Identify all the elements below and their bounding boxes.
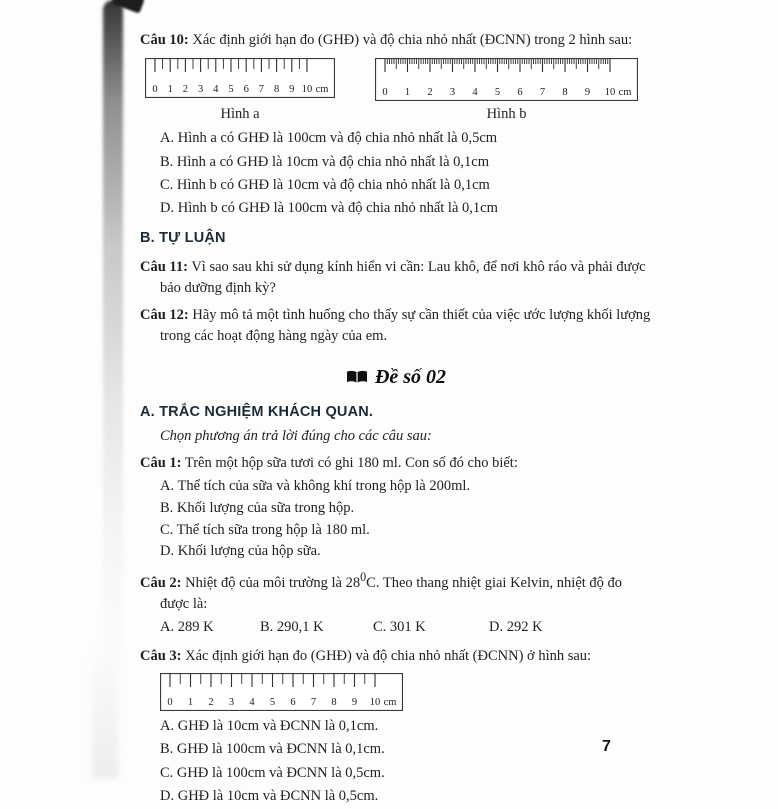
question-11: [140, 257, 652, 299]
answer-option: C. GHĐ là 100cm và ĐCNN là 0,5cm.: [160, 764, 385, 781]
svg-text:10: 10: [301, 84, 313, 96]
svg-text:10: 10: [369, 696, 381, 708]
answer-option: A. 289 K: [160, 618, 214, 635]
question-2: [140, 569, 652, 615]
question-12-label: Câu 12:: [140, 307, 189, 324]
svg-text:5: 5: [269, 696, 276, 708]
svg-text:5: 5: [228, 84, 234, 96]
exam-title: [140, 363, 652, 394]
svg-text:3: 3: [228, 696, 235, 708]
question-12: [140, 305, 652, 347]
figure-captions: [145, 104, 652, 125]
answer-option: C. 301 K: [373, 618, 426, 635]
question-2-text: Nhiệt độ của môi trường là $28^0C$. Theo thang nhiệt giai Kelvin, nhiệt độ đo được là:: [160, 570, 623, 612]
instruction-text: Chọn phương án trả lời đúng cho các câu sau:: [160, 428, 432, 445]
svg-text:5: 5: [494, 87, 501, 99]
open-book-icon: [346, 365, 368, 394]
question-3-options: [140, 715, 652, 809]
svg-text:3: 3: [449, 87, 456, 99]
question-10: [140, 30, 652, 51]
svg-text:2: 2: [427, 87, 433, 99]
question-10-text: Xác định giới hạn đo (GHĐ) và độ chia nhỏ nhất (ĐCNN) trong 2 hình sau:: [192, 32, 633, 48]
section-b-heading: B. TỰ LUẬN: [140, 229, 226, 246]
answer-option: C. Hình b có GHĐ là 10cm và độ chia nhỏ nhất là 0,1cm: [160, 177, 490, 193]
svg-text:2: 2: [182, 84, 189, 96]
question-1-text: Trên một hộp sữa tươi có ghi 180 ml. Con số đó cho biết:: [184, 455, 518, 472]
svg-text:6: 6: [243, 84, 249, 96]
svg-text:1: 1: [404, 87, 411, 99]
question-11-label: Câu 11:: [140, 258, 188, 275]
figure-a-caption: Hình a: [220, 106, 260, 123]
answer-option: A. GHĐ là 10cm và ĐCNN là 0,1cm.: [160, 717, 379, 734]
book-spine-haze: [92, 640, 118, 778]
answer-option: D. 292 K: [489, 618, 543, 635]
ruler-figure-q3: [160, 673, 403, 711]
superscript-degree: 0: [360, 570, 367, 585]
question-3-text: Xác định giới hạn đo (GHĐ) và độ chia nhỏ nhất (ĐCNN) ở hình sau:: [185, 647, 592, 664]
svg-text:3: 3: [197, 84, 204, 96]
question-2-options: [140, 617, 652, 638]
question-1: [140, 453, 652, 474]
svg-text:1: 1: [167, 84, 173, 96]
answer-option: B. Hình a có GHĐ là 10cm và độ chia nhỏ nhất là 0,1cm: [160, 153, 489, 170]
svg-text:8: 8: [273, 84, 280, 96]
svg-text:0: 0: [167, 696, 173, 708]
svg-text:0: 0: [152, 84, 158, 96]
question-1-options: [140, 476, 652, 563]
svg-text:1: 1: [187, 696, 194, 708]
answer-option: A. Hình a có GHĐ là 100cm và độ chia nhỏ nhất là 0,5cm: [160, 130, 498, 147]
question-11-text: Vì sao sau khi sử dụng kính hiển vi cần: Lau khô, để nơi khô ráo và phải được bảo dưỡng định kỳ?: [160, 258, 646, 296]
answer-option: B. GHĐ là 100cm và ĐCNN là 0,1cm.: [160, 741, 385, 758]
question-1-label: Câu 1:: [140, 455, 182, 472]
question-2-label: Câu 2:: [140, 574, 182, 591]
svg-text:4: 4: [472, 87, 478, 99]
svg-text:7: 7: [258, 84, 265, 96]
book-spine-shadow: [103, 0, 123, 720]
svg-text:9: 9: [289, 84, 295, 96]
answer-option: D. GHĐ là 10cm và ĐCNN là 0,5cm.: [160, 788, 379, 805]
answer-option: D. Khối lượng của hộp sữa.: [160, 543, 321, 560]
svg-text:8: 8: [331, 696, 337, 708]
figure-b-caption: Hình b: [486, 106, 527, 123]
svg-text:9: 9: [351, 696, 358, 708]
section-a-heading: A. TRẮC NGHIỆM KHÁCH QUAN.: [140, 404, 374, 421]
svg-text:6: 6: [517, 87, 523, 99]
svg-text:6: 6: [290, 696, 296, 708]
svg-text:8: 8: [562, 87, 568, 99]
answer-option: B. 290,1 K: [260, 618, 324, 635]
question-12-text: Hãy mô tả một tình huống cho thấy sự cần thiết của việc ước lượng khối lượng trong các hoạt động hàng ngày của em.: [160, 307, 651, 345]
answer-option: D. Hình b có GHĐ là 100cm và độ chia nhỏ nhất là 0,1cm: [160, 200, 498, 217]
textbook-page: [140, 30, 652, 809]
svg-text:7: 7: [539, 87, 546, 99]
svg-text:7: 7: [310, 696, 317, 708]
exam-title-text: Đề số 02: [374, 366, 447, 389]
question-10-options: [140, 127, 652, 221]
svg-text:2: 2: [208, 696, 214, 708]
question-3-label: Câu 3:: [140, 647, 182, 664]
question-10-figures: [145, 58, 652, 101]
question-3: [140, 646, 652, 667]
answer-option: A. Thể tích của sữa và không khí trong hộp là 200ml.: [160, 478, 471, 495]
svg-text:10: 10: [604, 87, 616, 99]
svg-text:cm: cm: [383, 696, 397, 708]
ruler-figure-a: [145, 58, 335, 98]
svg-text:cm: cm: [618, 87, 632, 99]
svg-text:9: 9: [584, 87, 591, 99]
svg-text:cm: cm: [315, 84, 329, 96]
question-10-label: Câu 10:: [140, 32, 189, 48]
answer-option: C. Thể tích sữa trong hộp là 180 ml.: [160, 521, 370, 538]
page-number: 7: [602, 738, 611, 755]
svg-text:0: 0: [382, 87, 388, 99]
ruler-figure-b: [375, 58, 638, 101]
svg-text:4: 4: [213, 84, 219, 96]
answer-option: B. Khối lượng của sữa trong hộp.: [160, 499, 355, 516]
svg-text:4: 4: [249, 696, 255, 708]
